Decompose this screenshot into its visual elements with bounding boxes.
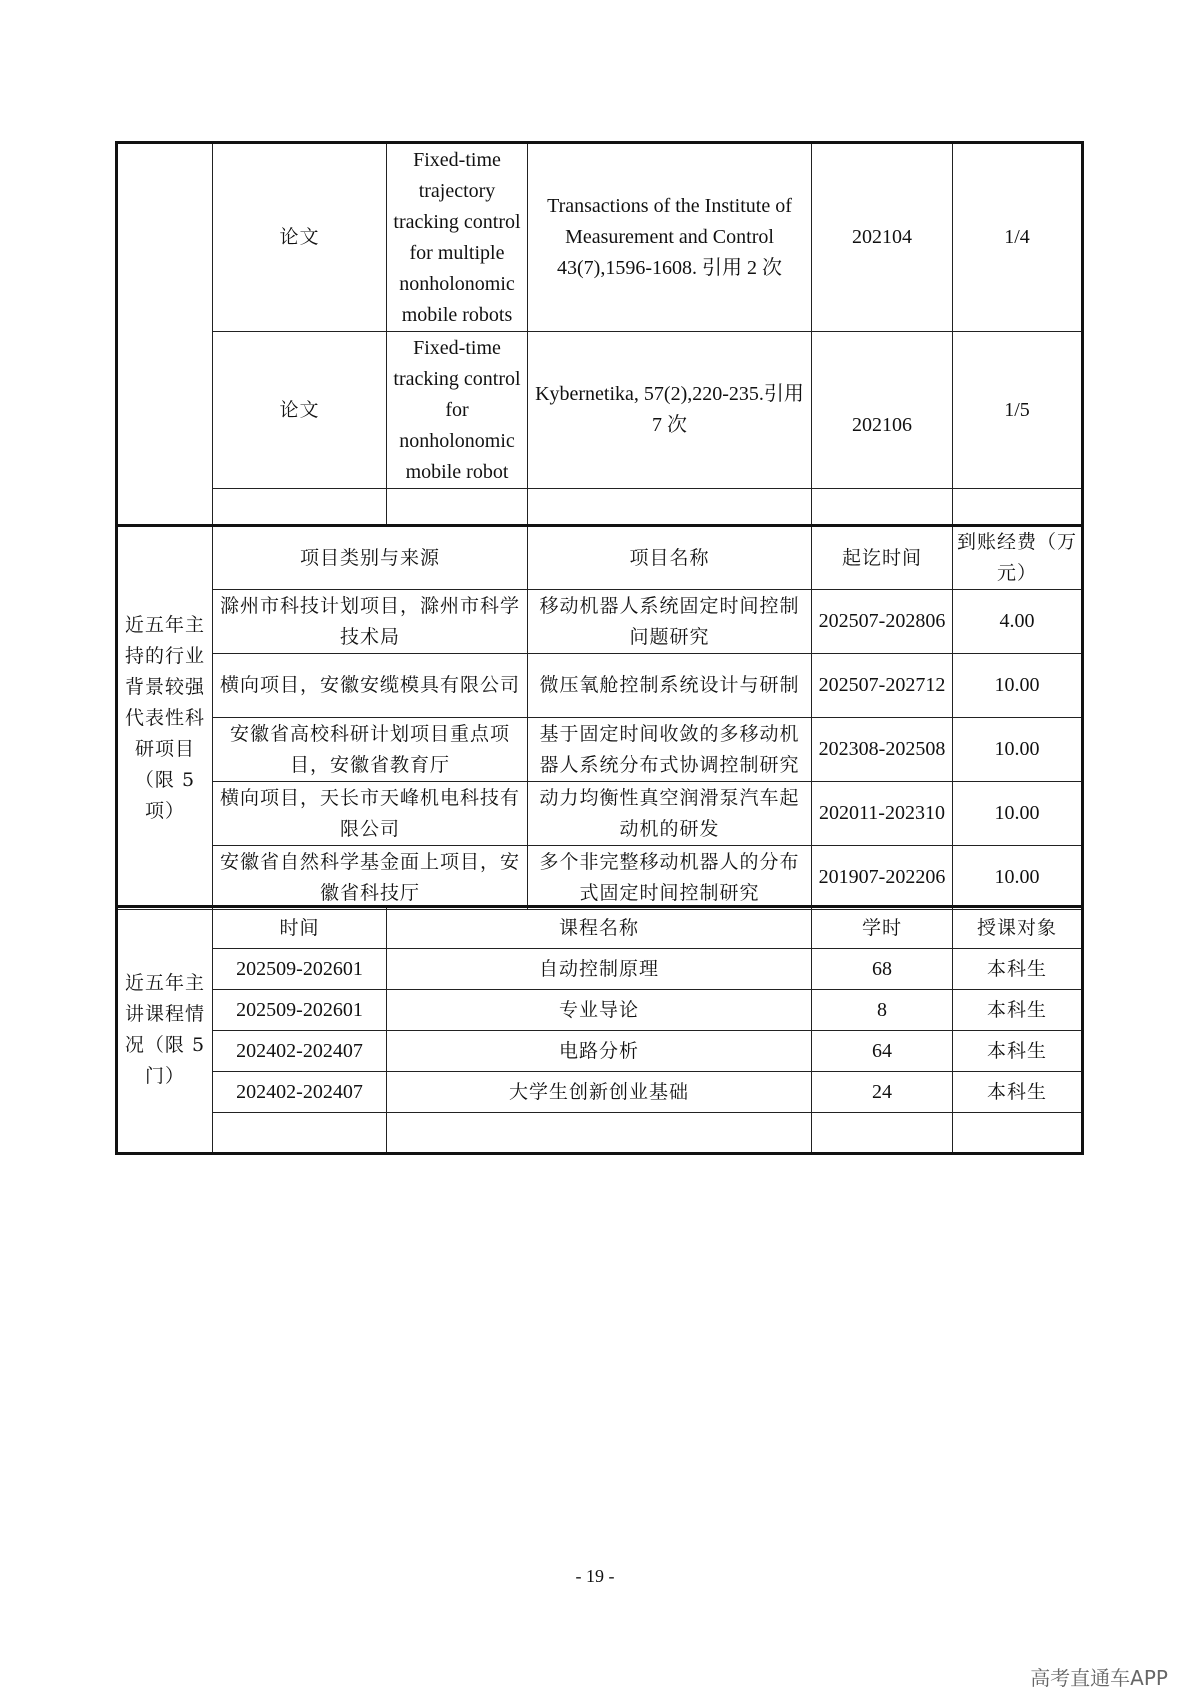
table-row [117,590,1083,654]
table-row [117,949,1083,990]
project-source: 滁州市科技计划项目，滁州市科学技术局 [213,590,528,654]
course-period: 202402-202407 [213,1031,387,1072]
course-hours: 24 [812,1072,953,1113]
table-row [117,846,1083,910]
course-period: 202402-202407 [213,1072,387,1113]
page-number: - 19 - [575,1566,615,1586]
paper-journal: Transactions of the Institute of Measurement and Control 43(7),1596-1608. 引用 2 次 [528,143,812,332]
table-row-empty [117,489,1083,525]
paper-title: Fixed-time tracking control for nonholonomic mobile robot [387,332,528,489]
project-funding: 10.00 [953,718,1083,782]
projects-table [115,524,1084,910]
project-source: 安徽省高校科研计划项目重点项目，安徽省教育厅 [213,718,528,782]
project-name: 移动机器人系统固定时间控制问题研究 [528,590,812,654]
course-name: 自动控制原理 [387,949,812,990]
project-funding: 4.00 [953,590,1083,654]
column-header: 项目名称 [528,526,812,590]
paper-type: 论文 [213,332,387,489]
column-header: 时间 [213,907,387,949]
table-header-row [117,526,1083,590]
column-header: 到账经费（万元） [953,526,1083,590]
course-hours: 64 [812,1031,953,1072]
table-row [117,1031,1083,1072]
column-header: 起讫时间 [812,526,953,590]
project-source: 横向项目，安徽安缆模具有限公司 [213,654,528,718]
project-period: 202507-202806 [812,590,953,654]
table-row [117,718,1083,782]
course-hours: 68 [812,949,953,990]
watermark-text: 高考直通车APP [1030,1666,1168,1690]
paper-journal: Kybernetika, 57(2),220-235.引用 7 次 [528,332,812,489]
course-audience: 本科生 [953,1072,1083,1113]
project-name: 动力均衡性真空润滑泵汽车起动机的研发 [528,782,812,846]
project-funding: 10.00 [953,654,1083,718]
table-row [117,1072,1083,1113]
table-row [117,782,1083,846]
project-period: 201907-202206 [812,846,953,910]
course-audience: 本科生 [953,1031,1083,1072]
project-period: 202011-202310 [812,782,953,846]
projects-section-label: 近五年主持的行业背景较强代表性科研项目（限 5 项） [117,526,213,910]
course-audience: 本科生 [953,949,1083,990]
course-name: 专业导论 [387,990,812,1031]
table-header-row [117,907,1083,949]
course-audience: 本科生 [953,990,1083,1031]
paper-date: 202104 [812,143,953,332]
column-header: 项目类别与来源 [213,526,528,590]
paper-rank: 1/4 [953,143,1083,332]
course-period: 202509-202601 [213,990,387,1031]
table-row [117,990,1083,1031]
papers-side-cell [117,143,213,525]
paper-title: Fixed-time trajectory tracking control for multiple nonholonomic mobile robots [387,143,528,332]
course-name: 大学生创新创业基础 [387,1072,812,1113]
course-period: 202509-202601 [213,949,387,990]
column-header: 学时 [812,907,953,949]
project-name: 多个非完整移动机器人的分布式固定时间控制研究 [528,846,812,910]
project-funding: 10.00 [953,782,1083,846]
papers-table [115,141,1084,525]
paper-date: 202106 [812,332,953,489]
project-name: 基于固定时间收敛的多移动机器人系统分布式协调控制研究 [528,718,812,782]
column-header: 授课对象 [953,907,1083,949]
project-funding: 10.00 [953,846,1083,910]
paper-rank: 1/5 [953,332,1083,489]
table-row [117,143,1083,332]
table-row [117,332,1083,489]
paper-type: 论文 [213,143,387,332]
project-source: 安徽省自然科学基金面上项目，安徽省科技厅 [213,846,528,910]
project-name: 微压氧舱控制系统设计与研制 [528,654,812,718]
courses-section-label: 近五年主讲课程情况（限 5 门） [117,907,213,1154]
project-period: 202308-202508 [812,718,953,782]
column-header: 课程名称 [387,907,812,949]
table-row [117,654,1083,718]
table-row-empty [117,1113,1083,1154]
course-name: 电路分析 [387,1031,812,1072]
course-hours: 8 [812,990,953,1031]
project-period: 202507-202712 [812,654,953,718]
courses-table [115,905,1084,1155]
project-source: 横向项目，天长市天峰机电科技有限公司 [213,782,528,846]
